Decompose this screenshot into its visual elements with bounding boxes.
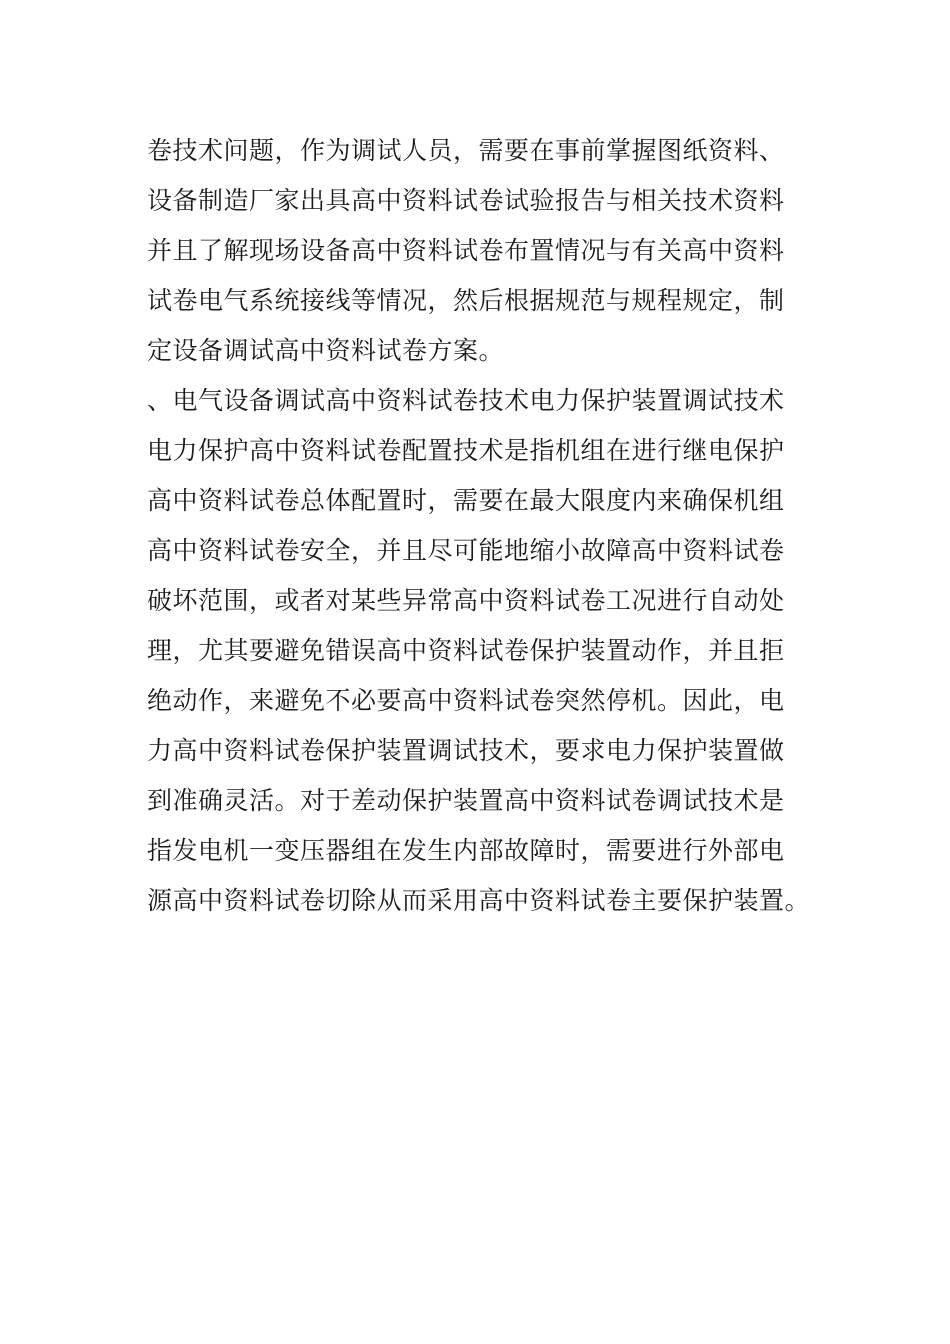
text-line: 源高中资料试卷切除从而采用高中资料试卷主要保护装置。 [147,886,811,915]
text-line: 绝动作，来避免不必要高中资料试卷突然停机。因此，电 [147,686,785,715]
text-line: 力高中资料试卷保护装置调试技术，要求电力保护装置做 [147,736,785,765]
text-line: 高中资料试卷安全，并且尽可能地缩小故障高中资料试卷 [147,536,785,565]
body-text [147,126,811,926]
text-line: 理，尤其要避免错误高中资料试卷保护装置动作，并且拒 [147,636,785,665]
text-line: 电力保护高中资料试卷配置技术是指机组在进行继电保护 [147,436,785,465]
text-line: 破坏范围，或者对某些异常高中资料试卷工况进行自动处 [147,586,785,615]
text-line: 高中资料试卷总体配置时，需要在最大限度内来确保机组 [147,486,785,515]
text-line: 指发电机一变压器组在发生内部故障时，需要进行外部电 [147,836,785,865]
text-line: 卷技术问题，作为调试人员，需要在事前掌握图纸资料、 [147,136,785,165]
text-line: 并且了解现场设备高中资料试卷布置情况与有关高中资料 [147,236,785,265]
text-line: 试卷电气系统接线等情况，然后根据规范与规程规定，制 [147,286,785,315]
text-line: 到准确灵活。对于差动保护装置高中资料试卷调试技术是 [147,786,785,815]
text-line: 设备制造厂家出具高中资料试卷试验报告与相关技术资料 [147,186,785,215]
text-line: 定设备调试高中资料试卷方案。 [147,336,505,365]
text-line: 、电气设备调试高中资料试卷技术电力保护装置调试技术 [147,386,785,415]
